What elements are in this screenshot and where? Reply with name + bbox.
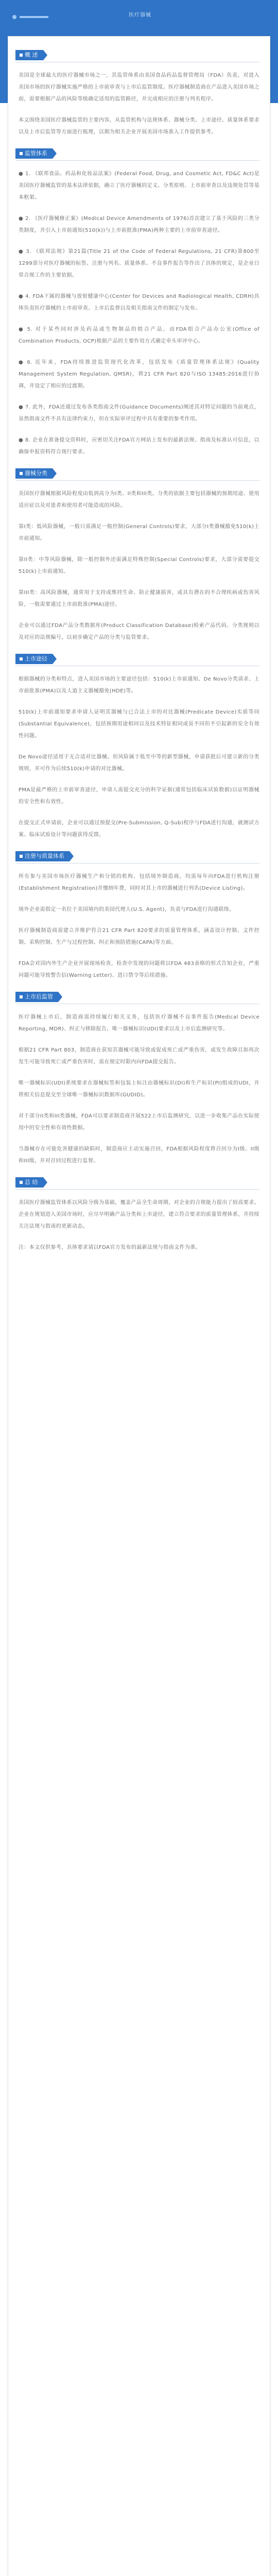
section-header (15, 467, 259, 483)
section-divider (15, 1189, 259, 1190)
paragraph: 医疗器械上市后，制造商需持续履行相关义务，包括医疗器械不良事件报告(Medical Device Reporting, MDR)、纠正与移除报告、唯一器械标识(UDI)要求以及上市后监测研究等。 (19, 1014, 259, 1032)
paragraph: ● 1. 《联邦食品、药品和化妆品法案》(Federal Food, Drug, and Cosmetic Act, FD&C Act)是美国医疗器械监管的基本法律依据，确立了医疗器械的定义、分类原则、上市前审查以及违规处罚等基本框架。 (19, 171, 259, 200)
paragraph: 唯一器械标识(UDI)系统要求在器械标签和包装上标注由器械标识(DI)和生产标识(PI)组成的UDI，并将相关信息提交至全球唯一器械标识数据库(GUDID)。 (19, 1080, 259, 1098)
section-header (15, 1176, 259, 1192)
section-header (15, 653, 259, 668)
article-card (8, 36, 270, 2576)
section-title-tag (15, 654, 53, 664)
section-header (15, 850, 259, 866)
square-icon (20, 54, 23, 57)
section-header (15, 147, 259, 163)
paragraph: ● 6. 近年来，FDA持续推进监管现代化改革，包括发布《质量管理体系法规》(Quality Management System Regulation, QMSR)，将21 CFR Part 820与ISO 13485:2016进行协调，并设定了相应的过渡期。 (19, 360, 259, 389)
square-icon (20, 995, 23, 998)
paragraph: 美国是全球最大的医疗器械市场之一，其监管体系由美国食品药品监督管理局（FDA）负责，对进入美国市场的医疗器械实施严格的上市前审查与上市后监管制度。医疗器械制造商在产品进入美国市场之前，需要根据产品的风险等级确定适用的监管路径，并完成相应的注册与列名程序。 (19, 73, 259, 102)
section-title: 概 述 (25, 52, 38, 58)
section-title-tag (15, 992, 58, 1002)
section-title: 总 结 (25, 1179, 38, 1185)
paragraph: PMA是最严格的上市前审查途径，申请人需提交充分的科学证据(通常包括临床试验数据)以证明器械的安全性和有效性。 (19, 787, 259, 805)
paragraph: 注：本文仅供参考，具体要求请以FDA官方发布的最新法规与指南文件为准。 (19, 1245, 201, 1250)
section-title: 上市后监管 (25, 993, 53, 1000)
paragraph: ● 3. 《联邦法规》第21篇(Title 21 of the Code of Federal Regulations, 21 CFR)第800至1299部分对医疗器械的标签、注册与列名、质量体系、不良事件报告等作出了具体的规定，是企业日常合规工作的主要依据。 (19, 249, 259, 278)
section-title-tag (15, 50, 43, 60)
paragraph: 当器械存在可能危害健康的缺陷时，制造商应主动实施召回，FDA根据风险程度将召回分为I级、II级和III级，并对召回过程进行监督。 (19, 1146, 259, 1164)
section-header (15, 49, 259, 64)
paragraph: 根据器械的分类和特点，进入美国市场的主要途径包括：510(k)上市前通知、De Novo分类请求、上市前批准(PMA)以及人道主义器械豁免(HDE)等。 (19, 676, 259, 694)
paragraph: 根据21 CFR Part 803，制造商在获知其器械可能导致或促成死亡或严重伤害，或发生故障且如再次发生可能导致死亡或严重伤害时，需在规定时限内向FDA提交报告。 (19, 1047, 259, 1065)
paragraph: ● 5. 对于某些同时涉及药品或生物制品的组合产品，由FDA组合产品办公室(Office of Combination Products, OCP)根据产品的主要作用方式确定牵头审评中心。 (19, 327, 259, 344)
paragraph: ● 8. 企业在准备提交资料时，应密切关注FDA官方网站上发布的最新法规、指南及标准认可信息，以确保申报资料符合现行要求。 (19, 437, 259, 455)
paragraph: 美国医疗器械根据风险程度由低到高分为I类、II类和III类。分类的依据主要包括器械的预期用途、使用适应症以及对患者和使用者可能造成的风险。 (19, 491, 259, 509)
square-icon (20, 472, 23, 475)
paragraph: 本文围绕美国医疗器械监管的主要内容，从监管机构与法规体系、器械分类、上市途径、质量体系要求以及上市后监管等方面进行梳理，以期为相关企业开展美国市场准入工作提供参考。 (19, 117, 259, 135)
square-icon (20, 855, 23, 858)
section-title-tag (15, 148, 53, 159)
square-icon (20, 152, 23, 155)
section-title: 注册与质量体系 (25, 853, 64, 859)
paragraph: 境外企业需指定一名位于美国境内的美国代理人(U.S. Agent)，负责与FDA进行沟通联络。 (19, 907, 235, 912)
paragraph: 第I类：低风险器械，一般只需满足一般控制(General Controls)要求，大部分I类器械豁免510(k)上市前通知。 (19, 524, 259, 541)
article-body (8, 37, 270, 1272)
paragraph: 企业可以通过FDA产品分类数据库(Product Classification Database)检索产品代码、分类规则以及对应的法规编号，以初步确定产品的分类与监管要求。 (19, 623, 259, 640)
paragraph: 第II类：中等风险器械，除一般控制外还需满足特殊控制(Special Controls)要求，大部分需要提交510(k)上市前通知。 (19, 557, 259, 574)
brand-logo (12, 11, 48, 21)
paragraph: ● 7. 此外，FDA还通过发布各类指南文件(Guidance Documents)阐述其对特定问题的当前观点，虽然指南文件不具有法律约束力，但在实际审评过程中具有重要的参考作用。 (19, 404, 259, 422)
section-title: 器械分类 (25, 470, 47, 477)
square-icon (20, 657, 23, 660)
logo-line-icon (20, 16, 48, 18)
paragraph: De Novo途径适用于无合适对比器械、但风险属于低至中等的新型器械，申请获批后可建立新的分类规则，并可作为后续510(k)申请的对比器械。 (19, 754, 259, 772)
section-title-tag (15, 468, 53, 479)
paragraph: 对于部分II类和III类器械，FDA可以要求制造商开展522上市后监测研究，以进一步收集产品在实际使用中的安全性和有效性数据。 (19, 1113, 259, 1131)
paragraph: 第III类：高风险器械，通常用于支持或维持生命、防止健康损害，或具有潜在的不合理疾病或伤害风险，一般需要通过上市前批准(PMA)途径。 (19, 590, 259, 607)
section-divider (15, 160, 259, 161)
banner-label: 医疗器械 (129, 12, 151, 18)
section-title: 上市途径 (25, 655, 47, 662)
paragraph: 所有参与美国市场医疗器械生产和分销的机构，包括境外制造商，均需每年向FDA进行机构注册(Establishment Registration)并缴纳年费，同时对其上市的器械进行列名(Device Listing)。 (19, 874, 259, 891)
section-divider (15, 480, 259, 481)
paragraph: ● 4. FDA下属的器械与放射健康中心(Center for Devices and Radiological Health, CDRH)具体负责医疗器械的上市前审查、上市后监督以及相关指南文件的制定与发布。 (19, 294, 259, 311)
paragraph: 在提交正式申请前，企业可以通过预提交(Pre-Submission, Q-Sub)程序与FDA进行沟通，就测试方案、临床试验设计等问题获得反馈。 (19, 820, 259, 838)
square-icon (20, 1181, 23, 1184)
paragraph: 医疗器械制造商需建立并维护符合21 CFR Part 820要求的质量管理体系，涵盖设计控制、文件控制、采购控制、生产与过程控制、纠正和预防措施(CAPA)等方面。 (19, 928, 259, 945)
section-title: 监管体系 (25, 150, 47, 157)
section-title-tag (15, 851, 70, 861)
paragraph: 美国医疗器械监管体系以风险分级为基础，覆盖产品全生命周期，对企业的合规能力提出了较高要求。企业在规划进入美国市场时，应尽早明确产品分类和上市途径，建立符合要求的质量管理体系，并持续关注法规与指南的更新动态。 (19, 1200, 259, 1229)
paragraph: 510(k)上市前通知要求申请人证明其器械与已合法上市的对比器械(Predicate Device)实质等同(Substantial Equivalence)，包括预期用途相同以及技术特征相同或虽不同但不引起新的安全有效性问题。 (19, 709, 259, 739)
logo-dot-icon (12, 15, 16, 19)
paragraph: FDA会对国内外生产企业开展现场检查，检查中发现的问题将以FDA 483表格的形式告知企业，严重问题可能导致警告信(Warning Letter)、进口禁令等后续措施。 (19, 961, 259, 978)
section-title-tag (15, 1177, 43, 1188)
paragraph: ● 2. 《医疗器械修正案》(Medical Device Amendments of 1976)首次建立了基于风险的三类分类制度，并引入上市前通知(510(k))与上市前批准(PMA)两种主要的上市前审查途径。 (19, 216, 259, 233)
section-header (15, 991, 259, 1006)
